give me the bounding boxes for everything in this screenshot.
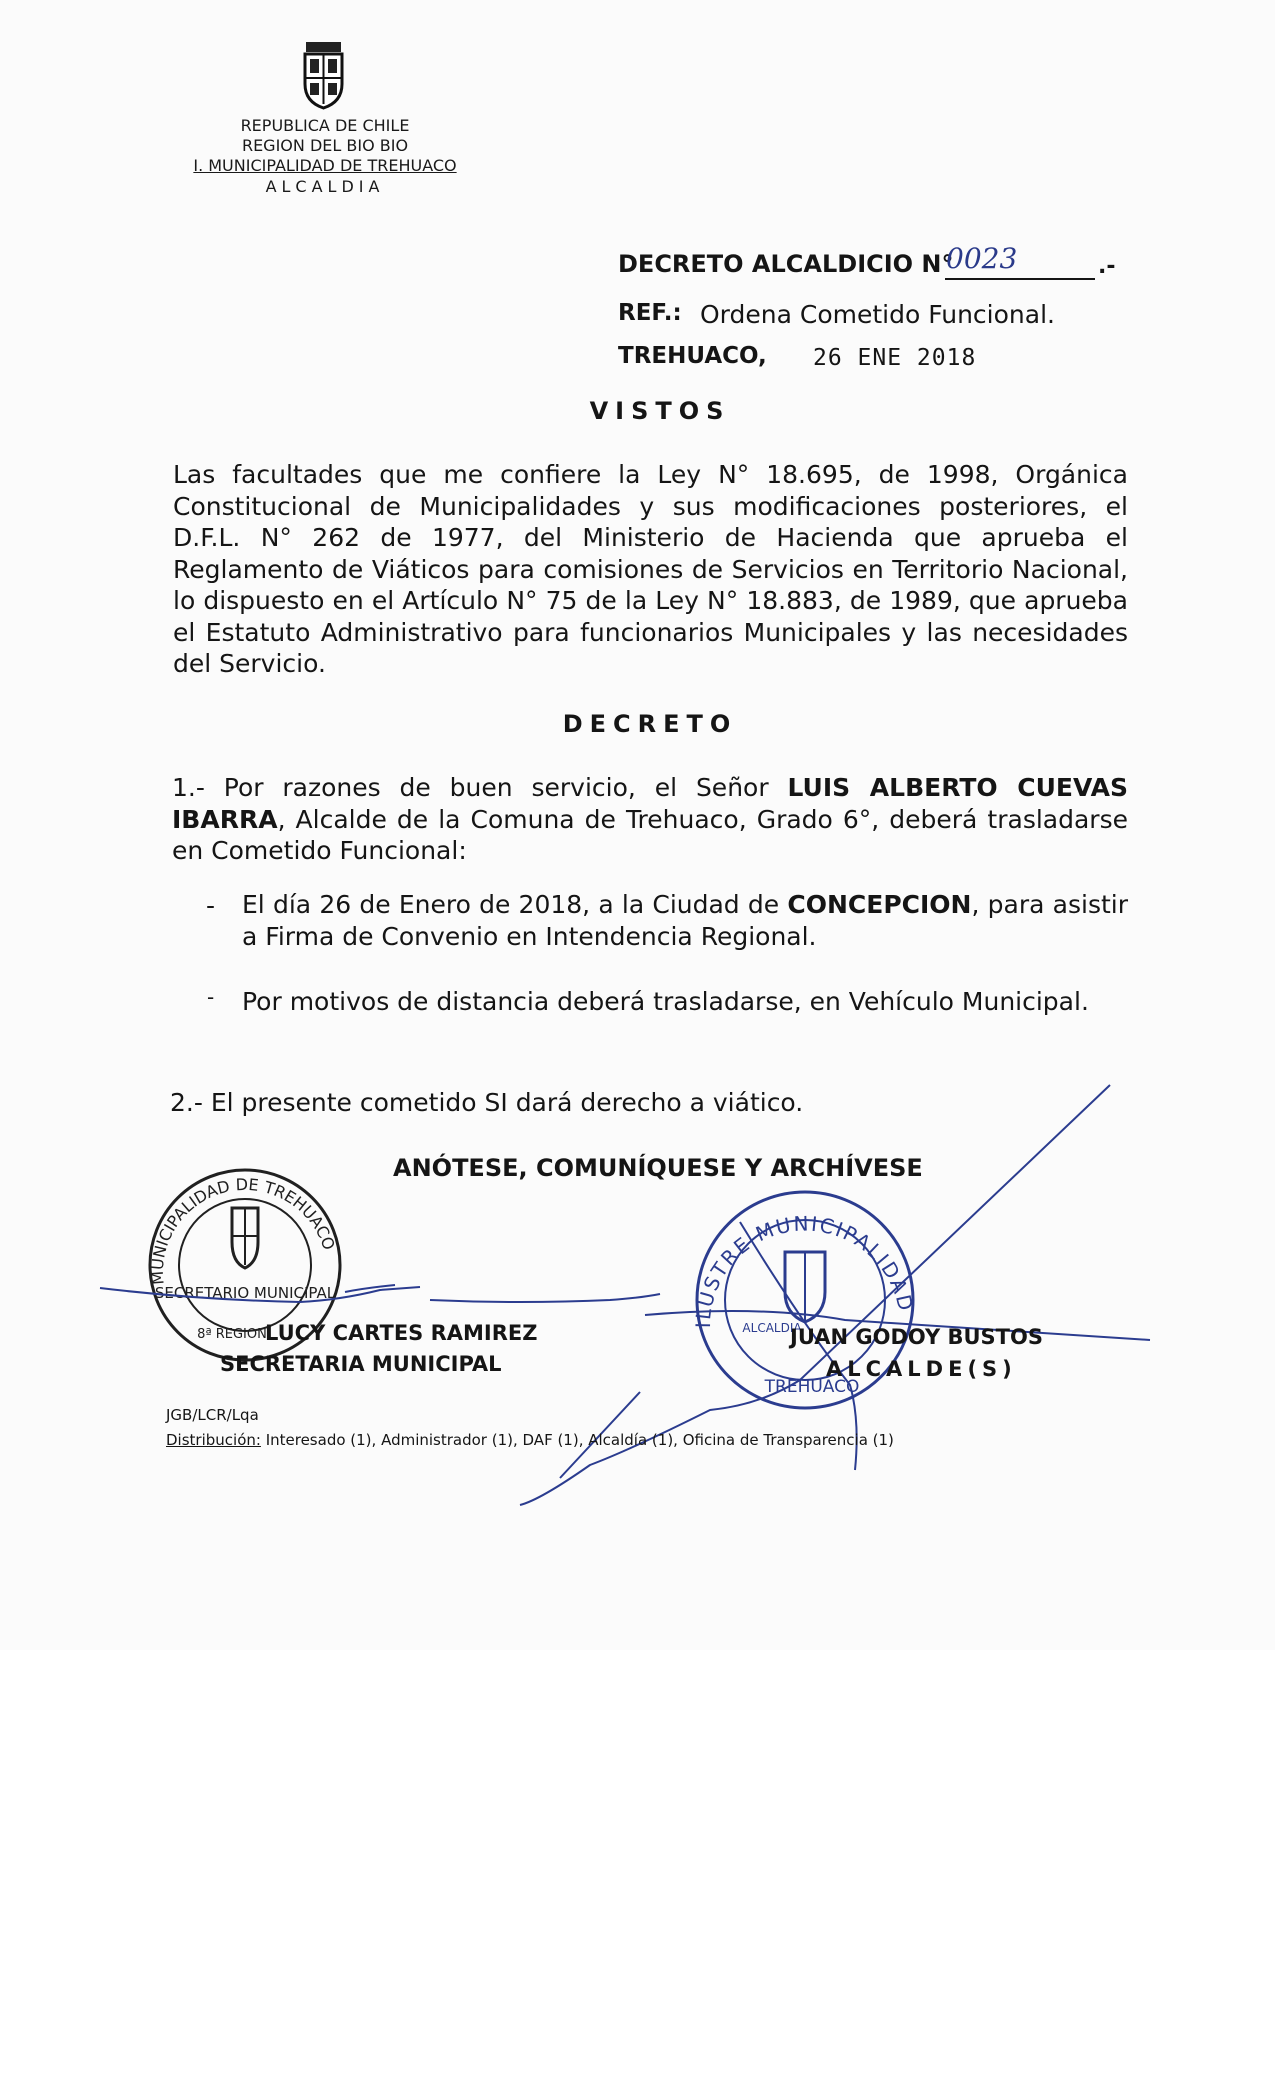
bullet-a-city: CONCEPCION (787, 890, 972, 919)
bullet-b: Por motivos de distancia deberá trasladarse, en Vehículo Municipal. (242, 987, 1089, 1016)
item-1-post: , Alcalde de la Comuna de Trehuaco, Grado 6°, deberá trasladarse en Cometido Funcional: (172, 804, 1128, 865)
mayor-stamp-bottom: TREHUACO (764, 1377, 860, 1397)
bullet-a-dash: - (206, 891, 216, 920)
distribution-label: Distribución: (166, 1431, 261, 1449)
ref-text: Ordena Cometido Funcional. (700, 300, 1055, 329)
mayor-stamp-center: ALCALDIA (742, 1321, 802, 1335)
secretary-stamp-center: SECRETARIO MUNICIPAL (154, 1284, 336, 1302)
header-country: REPUBLICA DE CHILE (240, 116, 410, 135)
item-1-pre: 1.- Por razones de buen servicio, el Señor (172, 773, 788, 802)
mayor-title: ALCALDE(S) (826, 1357, 1017, 1381)
distribution-line (166, 1431, 894, 1449)
place: TREHUACO, (618, 343, 767, 369)
ref-label: REF.: (618, 300, 682, 326)
decree-number: 0023 (946, 242, 1018, 275)
decree-number-suffix: .- (1098, 254, 1116, 279)
blank-area (0, 1650, 1275, 2100)
header-office: ALCALDIA (265, 177, 385, 196)
secretary-name: LUCY CARTES RAMIREZ (265, 1321, 538, 1345)
distribution-text: Interesado (1), Administrador (1), DAF (1), Alcaldía (1), Oficina de Transparencia (1) (260, 1431, 894, 1449)
mayor-stamp-ring: ILUSTRE MUNICIPALIDAD (690, 1211, 919, 1329)
secretary-title: SECRETARIA MUNICIPAL (220, 1352, 502, 1376)
initials: JGB/LCR/Lqa (166, 1406, 259, 1424)
closing-formula: ANÓTESE, COMUNÍQUESE Y ARCHÍVESE (393, 1154, 923, 1182)
decree-title: DECRETO ALCALDICIO N° (618, 250, 954, 278)
secretary-stamp-ring: MUNICIPALIDAD DE TREHUACO (147, 1174, 339, 1286)
item-1-name: LUIS ALBERTO CUEVAS IBARRA (172, 773, 1128, 834)
vistos-heading: VISTOS (589, 397, 731, 425)
header-municipality: I. MUNICIPALIDAD DE TREHUACO (193, 156, 457, 175)
header-region: REGION DEL BIO BIO (241, 136, 409, 155)
secretary-stamp-bottom: 8ª REGION (197, 1327, 267, 1342)
item-2: 2.- El presente cometido SI dará derecho a viático. (170, 1088, 804, 1117)
bullet-b-dash: - (207, 985, 215, 1009)
decreto-heading: DECRETO (562, 710, 738, 738)
vistos-paragraph: Las facultades que me confiere la Ley N° 18.695, de 1998, Orgánica Constitucional de Municipalidades y sus modificaciones posteriores, el D.F.L. N° 262 de 1977, del Ministerio de Hacienda que aprueba el Reglamento de Viáticos para comisiones de Servicios en Territorio Nacional, lo dispuesto en el Artículo N° 75 de la Ley N° 18.883, de 1989, que aprueba el Estatuto Administrativo para funcionarios Municipales y las necesidades del Servicio. (173, 460, 1128, 678)
date-stamp: 26 ENE 2018 (813, 345, 977, 371)
bullet-a-pre: El día 26 de Enero de 2018, a la Ciudad de (242, 890, 788, 919)
mayor-name: JUAN GODOY BUSTOS (790, 1325, 1043, 1349)
bullet-a-post: , para asistir a Firma de Convenio en Intendencia Regional. (242, 890, 1128, 951)
